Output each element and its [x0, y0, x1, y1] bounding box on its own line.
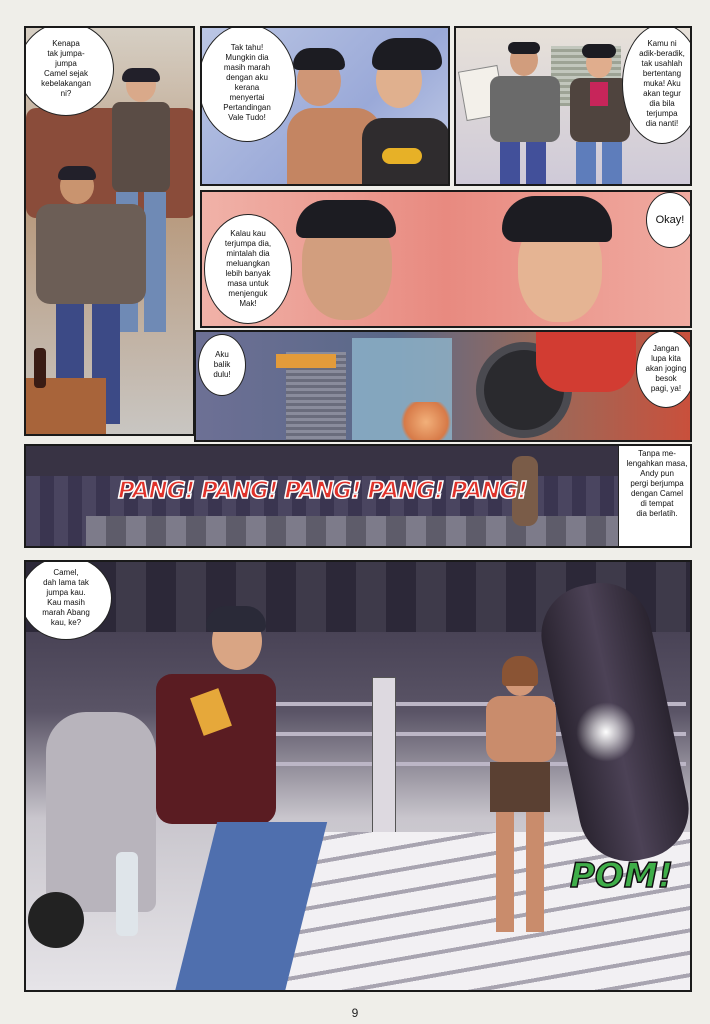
- panel-6: [24, 444, 692, 548]
- young-man: [362, 38, 450, 186]
- impact-flash: [576, 702, 636, 762]
- stern-face: [292, 200, 402, 328]
- sfx-pom: POM!: [570, 856, 674, 896]
- ring-post: [372, 677, 396, 854]
- panel-2: [200, 26, 450, 186]
- narration-caption: Tanpa me- lengahkan masa, Andy pun pergi berjumpa dengan Camel di tempat dia berlatih.: [618, 444, 692, 548]
- panel-5: [194, 330, 692, 442]
- speech-bubble: Tak tahu! Mungkin dia masih marah dengan aku kerana menyertai Pertandingan Vale Tudo!: [200, 26, 296, 142]
- water-bottle: [116, 852, 138, 936]
- speech-bubble-right: Jangan lupa kita akan joging besok pagi, ya!: [636, 330, 692, 408]
- sfx-pang: PANG! PANG! PANG! PANG! PANG!: [118, 478, 527, 504]
- dumbbell: [28, 892, 84, 948]
- speech-bubble-right: Okay!: [646, 192, 692, 248]
- speech-bubble: Camel, dah lama tak jumpa kau. Kau masih marah Abang kau, ke?: [24, 560, 112, 640]
- smiling-face: [502, 196, 612, 328]
- panel-3: [454, 26, 692, 186]
- speech-bubble-left: Aku balik dulu!: [198, 334, 246, 396]
- panel-1: [24, 26, 195, 436]
- panel-4: [200, 190, 692, 328]
- muscular-man: [486, 44, 566, 186]
- hanging-jacket: [46, 712, 156, 912]
- speech-bubble-left: Kalau kau terjumpa dia, mintalah dia meluangkan lebih banyak masa untuk menjenguk Mak!: [204, 214, 292, 324]
- motorbike-body: [536, 332, 636, 392]
- shop-sign: [276, 354, 336, 368]
- speech-bubble: Kenapa tak jumpa- jumpa Camel sejak kebelakangan ni?: [24, 26, 114, 116]
- sitting-man: [156, 612, 326, 992]
- gym-floor: [86, 516, 626, 548]
- exhaust-smoke: [396, 402, 456, 442]
- speech-bubble: Kamu ni adik-beradik, tak usahlah bertentang muka! Aku akan tegur dia bila terjumpa dia nanti!: [622, 26, 692, 144]
- female-boxer: [476, 660, 566, 940]
- page-number: 9: [351, 1006, 359, 1020]
- panel-7: [24, 560, 692, 992]
- bottle: [34, 348, 46, 388]
